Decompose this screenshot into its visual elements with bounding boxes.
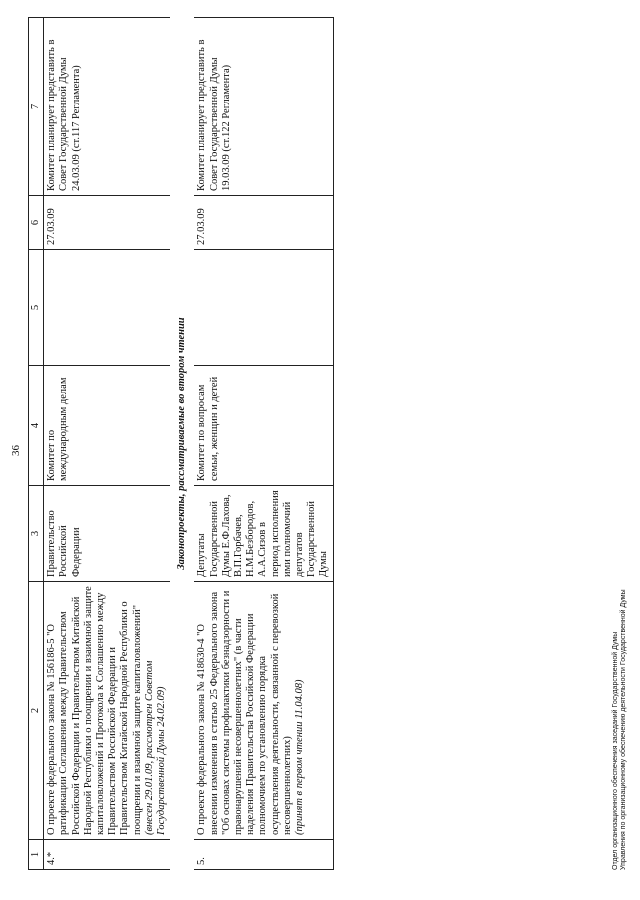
comment-cell: Комитет планирует представить в Совет Государственной Думы 19.03.09 (ст.122 Регламента) bbox=[194, 18, 333, 196]
row-number: 4.* bbox=[44, 840, 171, 870]
section-heading-row bbox=[170, 18, 194, 870]
column-number-header bbox=[29, 18, 44, 870]
column-header: 5 bbox=[29, 250, 44, 366]
column-header: 1 bbox=[29, 840, 44, 870]
bill-note: (внесен 29.01.09, рассмотрен Советом Государственной Думы 24.02.09) bbox=[143, 660, 168, 835]
bill-cell bbox=[194, 582, 333, 840]
bill-title: О проекте федерального закона № 156186-5 "О ратификации Соглашения между Правительством Российской Федерации и Правительством Китайской Народной Республики о поощрении и взаимной защите капиталовложений и Протокола к Соглашению между Правительством Российской Федерации и Правительством Китайской Народной Республики о поощрении и взаимной защите капиталовложений" bbox=[46, 586, 143, 835]
page-number: 36 bbox=[10, 445, 22, 456]
date-cell: 27.03.09 bbox=[44, 196, 171, 250]
table-row bbox=[194, 18, 333, 870]
section-heading: Законопроекты, рассматриваемые во втором чтении bbox=[176, 317, 188, 570]
bill-note: (принят в первом чтении 11.04.08) bbox=[294, 679, 306, 835]
column-header: 4 bbox=[29, 366, 44, 486]
footer-line: Управления по организационному обеспечению деятельности Государственной Думы bbox=[620, 589, 627, 870]
column-header: 3 bbox=[29, 486, 44, 582]
initiator-cell: Депутаты Государственной Думы Е.Ф.Лахова, В.П.Горбачев, Н.М.Безбородов, А.А.Сизов в период исполнения ими полномочий депутатов Государственной Думы bbox=[194, 486, 333, 582]
column-header: 2 bbox=[29, 582, 44, 840]
bill-cell bbox=[44, 582, 171, 840]
bill-title: О проекте федерального закона № 418630-4 "О внесении изменения в статью 25 Федерального закона "Об основах системы профилактики безнадзорности и правонарушений несовершеннолетних" (в части наделения Правительства Российской Федерации полномочием по установлению порядка осуществления деятельности, связанной с перевозкой несовершеннолетних) bbox=[196, 590, 293, 835]
row-number: 5. bbox=[194, 840, 333, 870]
footer bbox=[612, 589, 628, 870]
committee-cell: Комитет по международным делам bbox=[44, 366, 171, 486]
col5-cell bbox=[44, 250, 171, 366]
initiator-cell: Правительство Российской Федерации bbox=[44, 486, 171, 582]
comment-cell: Комитет планирует представить в Совет Государственной Думы 24.03.09 (ст.117 Регламента) bbox=[44, 18, 171, 196]
column-header: 7 bbox=[29, 18, 44, 196]
bills-table bbox=[28, 17, 334, 870]
column-header: 6 bbox=[29, 196, 44, 250]
footer-line: Отдел организационного обеспечения заседаний Государственной Думы bbox=[612, 631, 619, 870]
col5-cell bbox=[194, 250, 333, 366]
table-row bbox=[44, 18, 171, 870]
date-cell: 27.03.09 bbox=[194, 196, 333, 250]
committee-cell: Комитет по вопросам семьи, женщин и детей bbox=[194, 366, 333, 486]
